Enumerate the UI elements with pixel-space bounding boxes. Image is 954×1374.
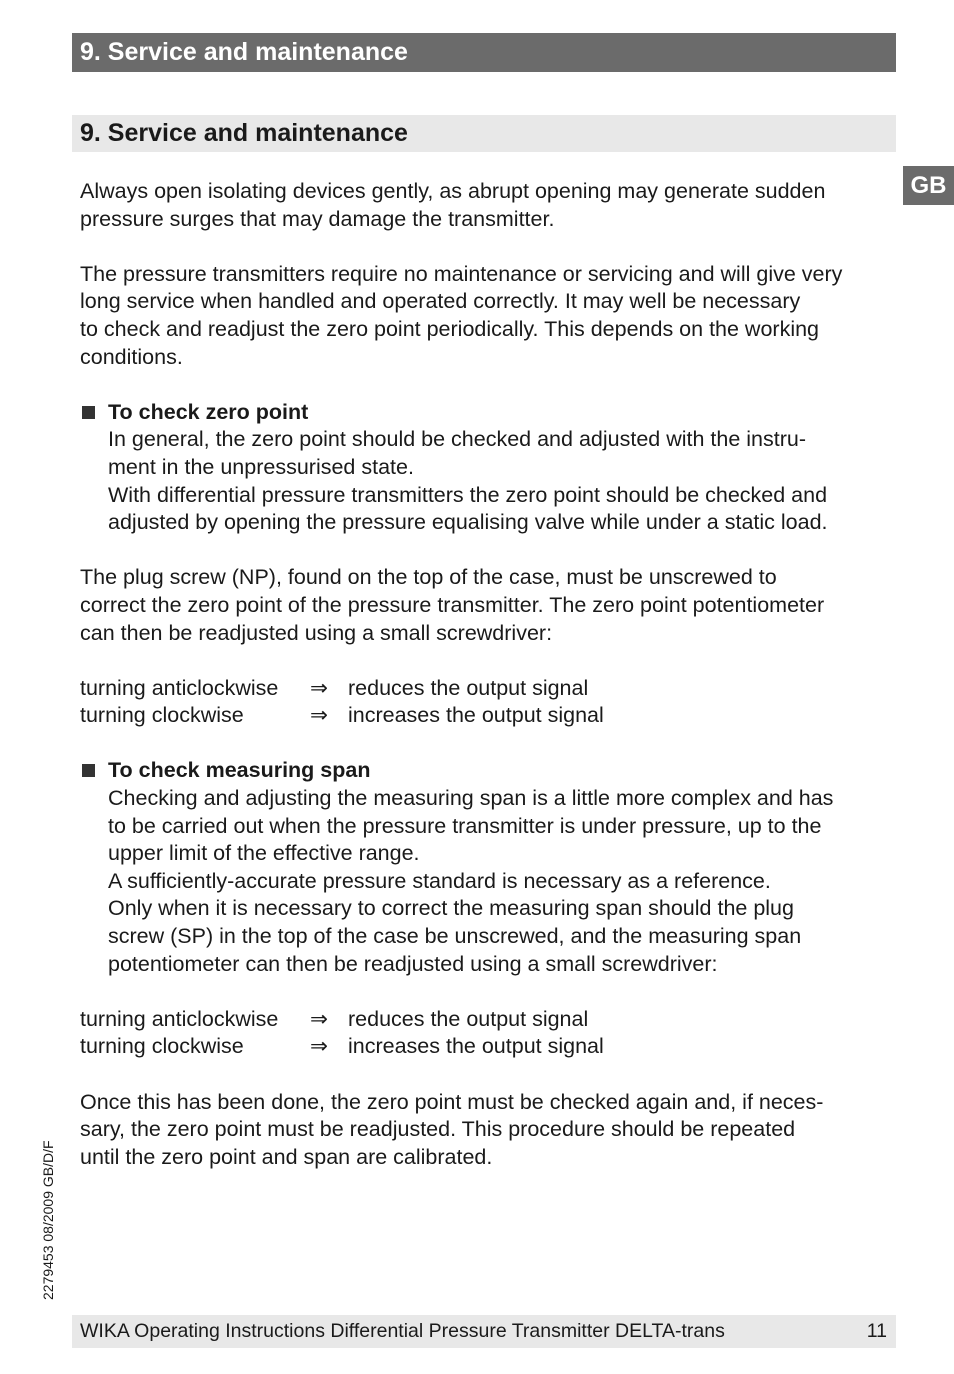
adjustment-rules-span [80,1006,900,1061]
span-text: Checking and adjusting the measuring span is a little more complex and has to be carried out when the pressure transmitter is under pressure, up to the upper limit of the effective range. A sufficiently-accurate pressure standard is necessary as a reference. Only when it is necessary to correct the measuring span should the plug screw (SP) in the top of the case be unscrewed, and the measuring span potentiometer can then be readjusted using a small screwdriver: [108,786,834,976]
paragraph-plug-screw: The plug screw (NP), found on the top of the case, must be unscrewed to correct the zero point of the pressure transmitter. The zero point potentiometer can then be readjusted using a small screwdriver: [80,565,825,645]
arrow-icon: ⇒ [310,675,329,700]
arrow-icon: ⇒ [310,1034,329,1059]
adjustment-rules-zero [80,675,900,730]
body-content [80,178,900,1171]
running-header: 9. Service and maintenance [72,33,896,72]
paragraph-maintenance: The pressure transmitters require no maintenance or servicing and will give very long service when handled and operated correctly. It may well be necessary to check and readjust the zero point periodically. This depends on the working conditions. [80,261,843,369]
arrow-icon: ⇒ [310,703,329,728]
language-tab: GB [903,166,954,205]
section-title: 9. Service and maintenance [72,115,896,152]
page-footer [72,1315,896,1348]
span-heading: To check measuring span [80,757,900,785]
zero-point-heading: To check zero point [80,399,900,427]
square-bullet-icon [82,764,95,777]
rule-row: turning anticlockwise ⇒ reduces the output signal [80,675,900,703]
rule-row: turning clockwise ⇒ increases the output signal [80,1033,900,1061]
rule-row: turning anticlockwise ⇒ reduces the output signal [80,1006,900,1034]
square-bullet-icon [82,406,95,419]
paragraph-isolating-devices: Always open isolating devices gently, as abrupt opening may generate sudden pressure surges that may damage the transmitter. [80,179,826,231]
paragraph-repeat-procedure: Once this has been done, the zero point must be checked again and, if neces- sary, the zero point must be readjusted. This procedure should be repeated until the zero point and span are calibrated. [80,1089,824,1169]
page-number: 11 [866,1320,887,1342]
footer-text: WIKA Operating Instructions Differential Pressure Transmitter DELTA-trans [80,1320,725,1342]
rule-row: turning clockwise ⇒ increases the output signal [80,702,900,730]
zero-point-text: In general, the zero point should be checked and adjusted with the instru- ment in the unpressurised state. With differential pressure transmitters the zero point should be checked and adjusted by opening the pressure equalising valve while under a static load. [108,427,828,535]
document-code: 2279453 08/2009 GB/D/F [40,1140,56,1300]
arrow-icon: ⇒ [310,1006,329,1031]
